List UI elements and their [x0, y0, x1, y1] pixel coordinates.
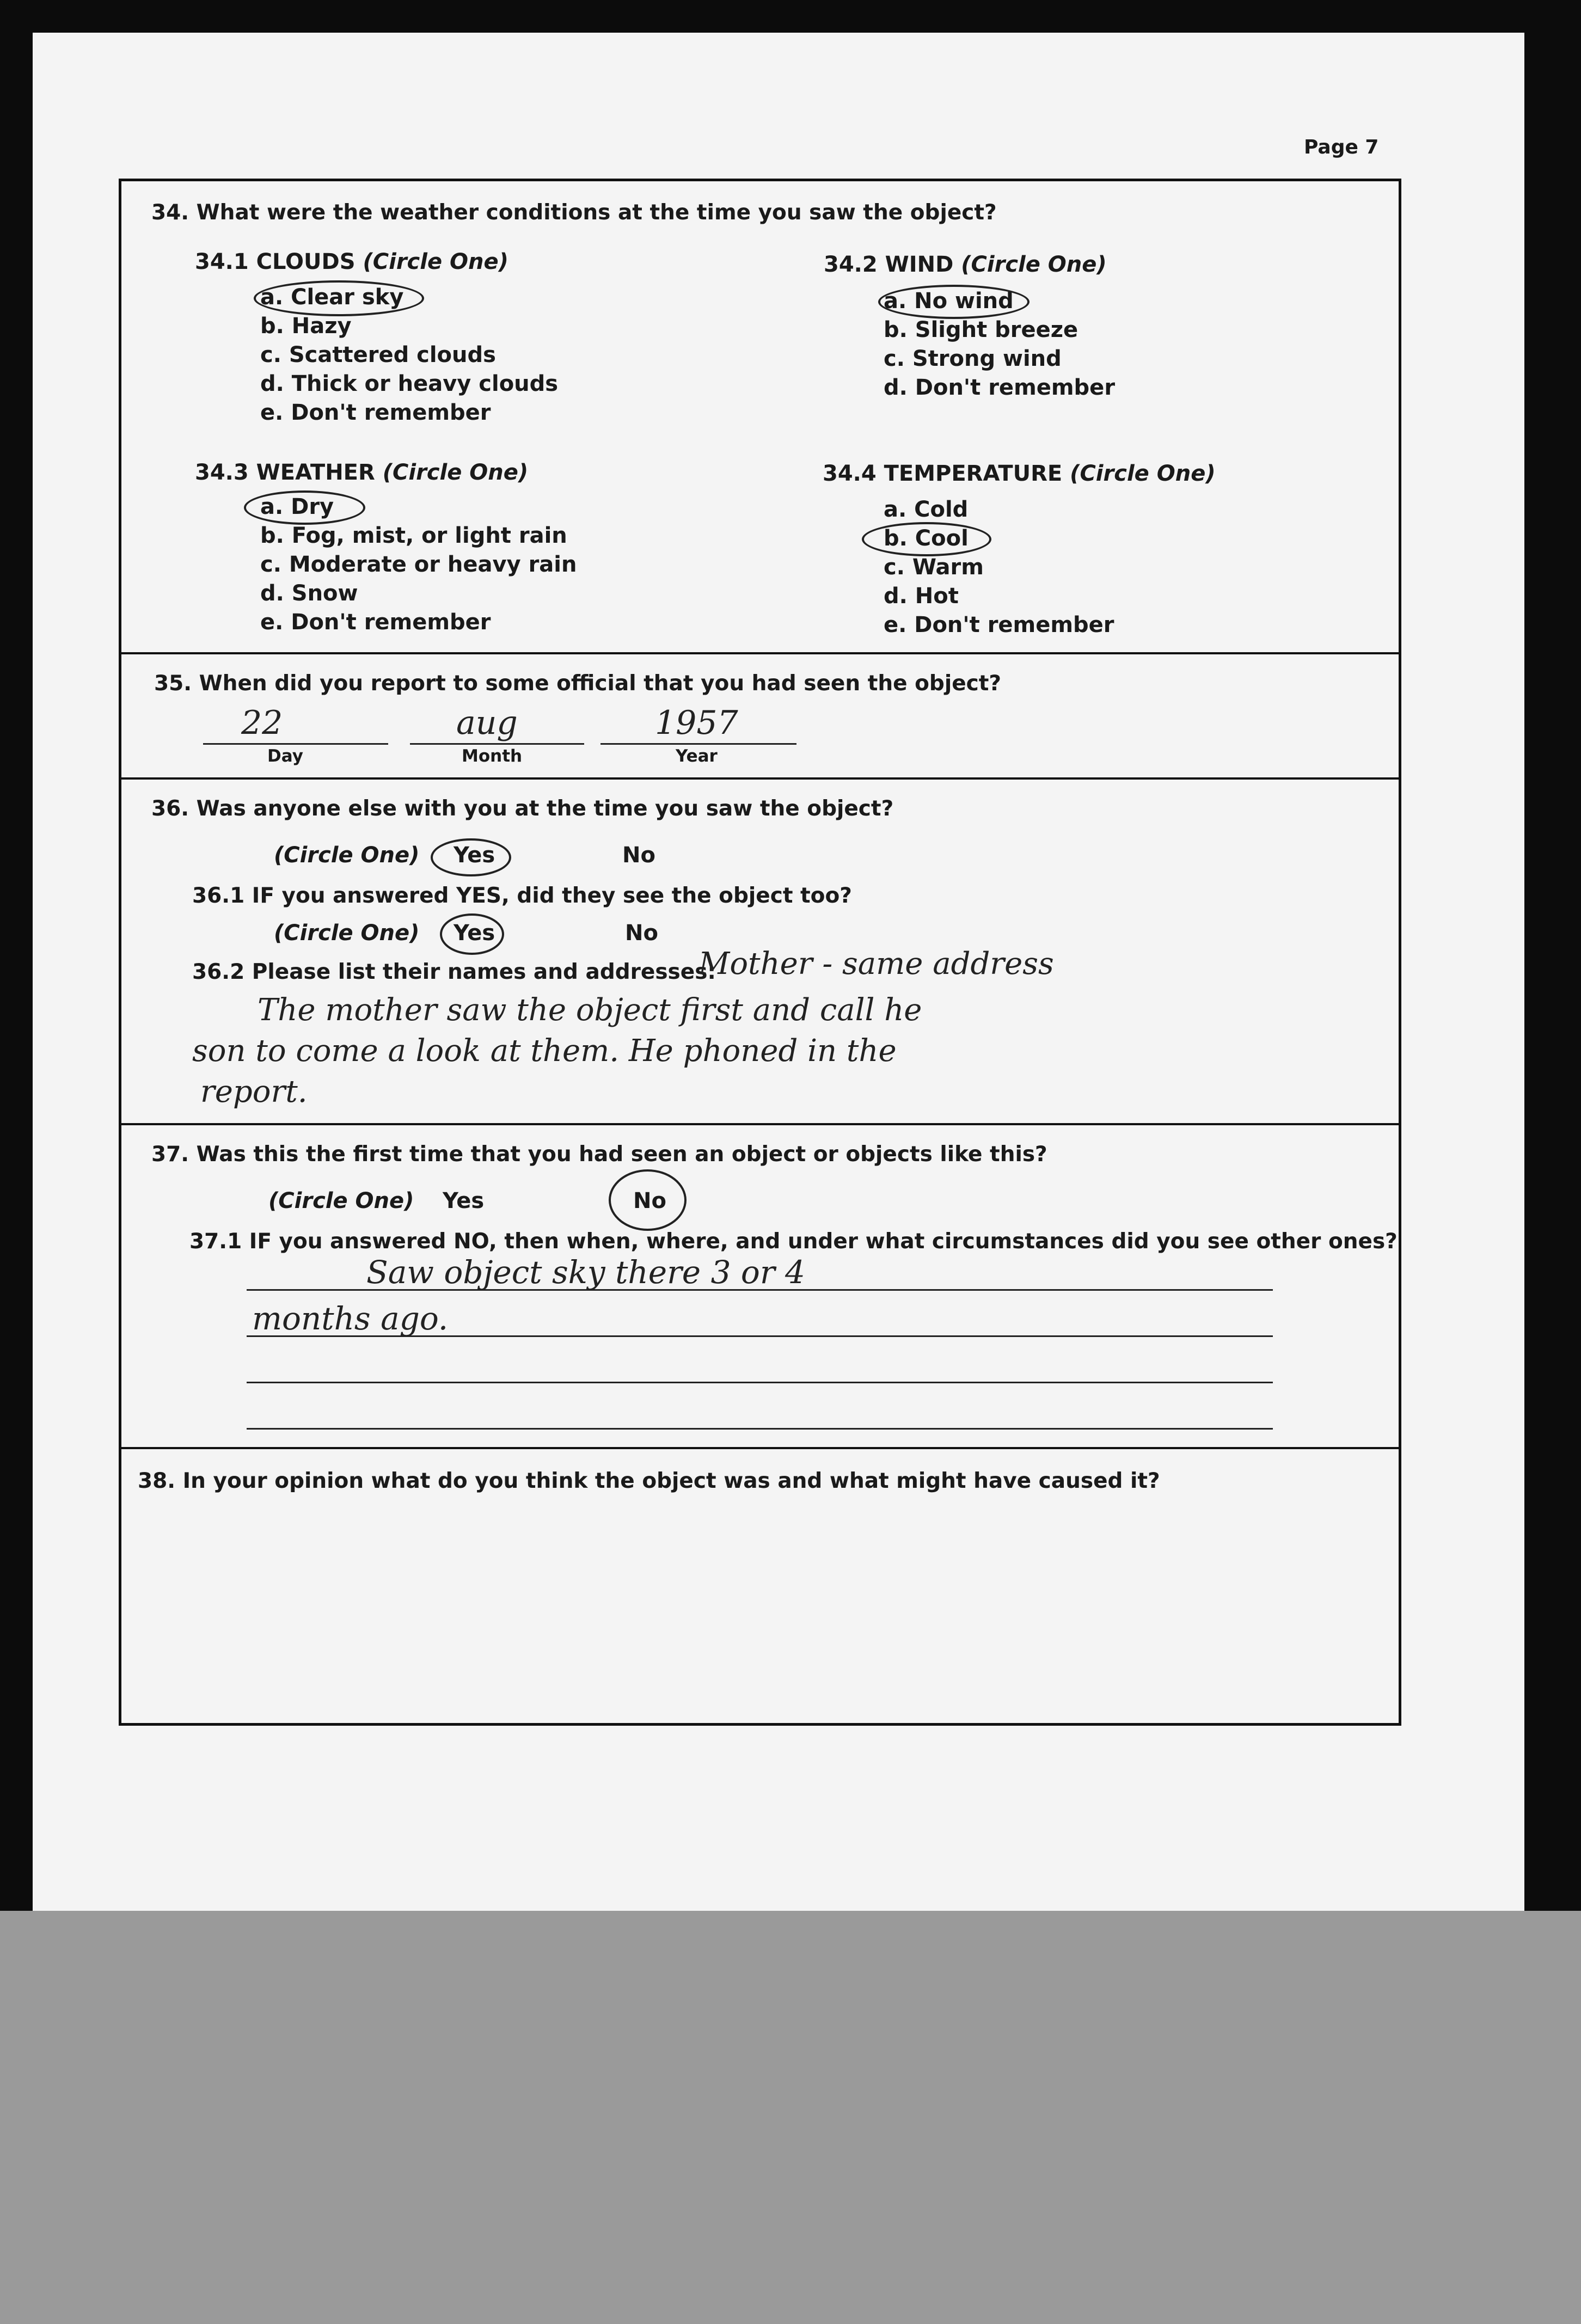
answer-rule-4	[247, 1428, 1273, 1430]
report-month-value[interactable]: aug	[456, 704, 518, 742]
wind-option-c[interactable]: c. Strong wind	[884, 346, 1062, 371]
clouds-option-a[interactable]: a. Clear sky	[260, 285, 404, 310]
circle-mark-no-wind	[878, 285, 1030, 319]
q37-circle-one: (Circle One)	[268, 1188, 414, 1213]
wind-option-b[interactable]: b. Slight breeze	[884, 317, 1078, 342]
opinion-answer-area[interactable]	[138, 1504, 1379, 1700]
answer-rule-1	[247, 1289, 1273, 1291]
year-line	[600, 743, 796, 745]
weather-option-d[interactable]: d. Snow	[260, 581, 358, 606]
day-label: Day	[267, 746, 303, 766]
question-36: 36. Was anyone else with you at the time you saw the object?	[151, 796, 894, 821]
circle-mark-dry	[244, 490, 365, 525]
temperature-option-e[interactable]: e. Don't remember	[884, 612, 1114, 637]
weather-option-e[interactable]: e. Don't remember	[260, 610, 491, 635]
q361-yes-option[interactable]: Yes	[454, 921, 495, 946]
clouds-option-c[interactable]: c. Scattered clouds	[260, 342, 496, 367]
circle-mark-clear-sky	[254, 280, 424, 316]
circle-mark-q361-yes	[440, 913, 504, 955]
temperature-option-a[interactable]: a. Cold	[884, 497, 969, 522]
day-line	[203, 743, 388, 745]
weather-option-b[interactable]: b. Fog, mist, or light rain	[260, 523, 567, 548]
temperature-heading: 34.4 TEMPERATURE (Circle One)	[823, 461, 1216, 486]
q36-circle-one: (Circle One)	[274, 843, 420, 868]
form-frame	[119, 179, 1401, 1726]
month-label: Month	[462, 746, 523, 766]
weather-option-c[interactable]: c. Moderate or heavy rain	[260, 552, 577, 577]
temperature-option-d[interactable]: d. Hot	[884, 584, 959, 609]
q36-no-option[interactable]: No	[622, 843, 655, 868]
divider-34-35	[121, 652, 1399, 654]
scan-background	[0, 1911, 1581, 2324]
q361-circle-one: (Circle One)	[274, 921, 420, 946]
other-sightings-line1[interactable]: Saw object sky there 3 or 4	[366, 1254, 805, 1291]
divider-35-36	[121, 777, 1399, 780]
question-36-2: 36.2 Please list their names and addresses:	[192, 960, 716, 984]
divider-36-37	[121, 1123, 1399, 1125]
names-answer-line2[interactable]: The mother saw the object first and call he	[258, 992, 922, 1028]
q361-no-option[interactable]: No	[625, 921, 658, 946]
clouds-heading: 34.1 CLOUDS (Circle One)	[195, 249, 508, 274]
wind-option-a[interactable]: a. No wind	[884, 289, 1014, 314]
question-37-1: 37.1 IF you answered NO, then when, where, and under what circumstances did you see other ones?	[189, 1229, 1398, 1254]
wind-heading: 34.2 WIND (Circle One)	[824, 252, 1107, 277]
names-answer-line1[interactable]: Mother - same address	[698, 946, 1054, 982]
temperature-option-b[interactable]: b. Cool	[884, 526, 969, 551]
question-34: 34. What were the weather conditions at the time you saw the object?	[151, 200, 997, 225]
weather-option-a[interactable]: a. Dry	[260, 494, 334, 519]
clouds-option-b[interactable]: b. Hazy	[260, 314, 352, 339]
answer-rule-3	[247, 1382, 1273, 1383]
weather-heading: 34.3 WEATHER (Circle One)	[195, 460, 529, 485]
clouds-option-e[interactable]: e. Don't remember	[260, 400, 491, 425]
question-38: 38. In your opinion what do you think the object was and what might have caused it?	[138, 1469, 1160, 1493]
circle-mark-q37-no	[609, 1169, 687, 1231]
names-answer-line4[interactable]: report.	[200, 1074, 308, 1109]
report-day-value[interactable]: 22	[241, 704, 283, 742]
clouds-option-d[interactable]: d. Thick or heavy clouds	[260, 371, 559, 396]
names-answer-line3[interactable]: son to come a look at them. He phoned in the	[192, 1033, 897, 1069]
other-sightings-line2[interactable]: months ago.	[252, 1300, 449, 1337]
circle-mark-cool	[862, 522, 991, 556]
divider-37-38	[121, 1447, 1399, 1449]
page-number: Page 7	[1304, 136, 1379, 158]
temperature-option-c[interactable]: c. Warm	[884, 555, 984, 580]
q37-no-option[interactable]: No	[633, 1188, 666, 1213]
month-line	[410, 743, 584, 745]
question-37: 37. Was this the first time that you had seen an object or objects like this?	[151, 1142, 1047, 1167]
question-35: 35. When did you report to some official that you had seen the object?	[154, 671, 1002, 696]
report-year-value[interactable]: 1957	[655, 704, 738, 742]
answer-rule-2	[247, 1335, 1273, 1337]
q36-yes-option[interactable]: Yes	[454, 843, 495, 868]
circle-mark-q36-yes	[431, 838, 511, 876]
q37-yes-option[interactable]: Yes	[443, 1188, 485, 1213]
wind-option-d[interactable]: d. Don't remember	[884, 375, 1116, 400]
year-label: Year	[676, 746, 718, 766]
question-36-1: 36.1 IF you answered YES, did they see the object too?	[192, 884, 852, 908]
